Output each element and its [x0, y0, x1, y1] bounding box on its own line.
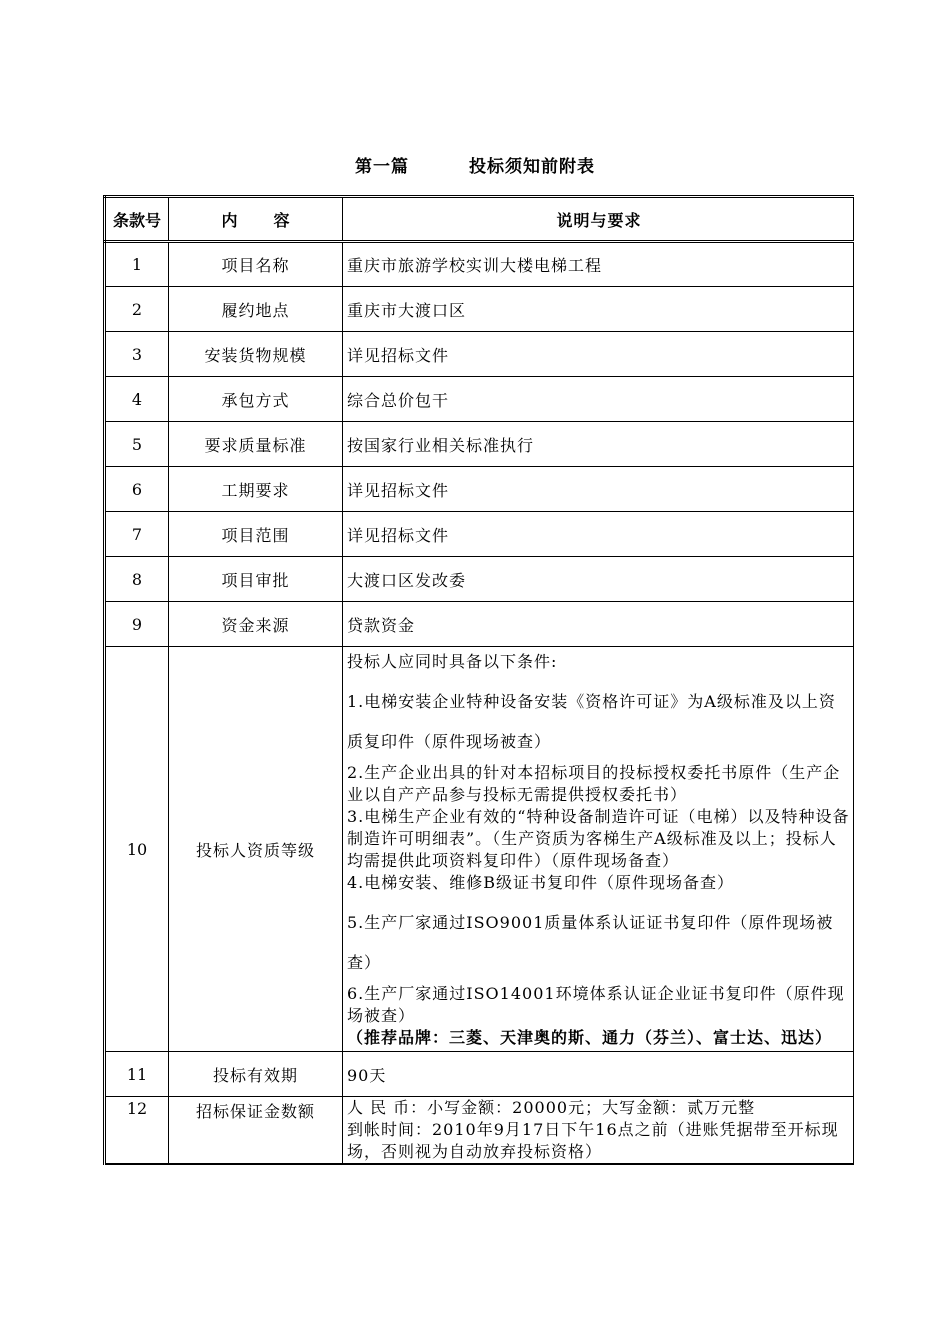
header-requirements: 说明与要求 [343, 197, 854, 242]
table-row: 3 安装货物规模 详见招标文件 [105, 332, 854, 377]
table-row: 6 工期要求 详见招标文件 [105, 467, 854, 512]
table-row-qualification: 10 投标人资质等级 投标人应同时具备以下条件: 1.电梯安装企业特种设备安装《资格许可证》为A级标准及以上资质复印件（原件现场被查） 2.生产企业出具的针对本招标项目的投标授权委托书原件（生产企业以自产产品参与投标无需提供授权委托书） 3.电梯生产企业有效的“特种设备制造许可证（电梯）以及特种设备制造许可明细表”。（生产资质为客梯生产A级标准及以上；投标人均需提供此项资料复印件）（原件现场备查） 4.电梯安装、维修B级证书复印件（原件现场备查） 5.生产厂家通过ISO9001质量体系认证证书复印件（原件现场被查） 6.生产厂家通过ISO14001环境体系认证企业证书复印件（原件现场被查） （推荐品牌：三菱、天津奥的斯、通力（芬兰）、富士达、迅达） [105, 647, 854, 1052]
table-row: 2 履约地点 重庆市大渡口区 [105, 287, 854, 332]
deposit-deadline: 到帐时间：2010年9月17日下午16点之前（进账凭据带至开标现场，否则视为自动放弃投标资格） [347, 1120, 839, 1161]
qualification-item-5: 5.生产厂家通过ISO9001质量体系认证证书复印件（原件现场被查） [347, 913, 834, 972]
table-header-row [105, 197, 854, 242]
bid-instructions-table [103, 195, 854, 1165]
qualification-intro: 投标人应同时具备以下条件: [347, 652, 558, 671]
table-row: 8 项目审批 大渡口区发改委 [105, 557, 854, 602]
deposit-details [343, 1097, 854, 1165]
qualification-item-1: 1.电梯安装企业特种设备安装《资格许可证》为A级标准及以上资质复印件（原件现场被查） [347, 692, 836, 751]
table-row: 7 项目范围 详见招标文件 [105, 512, 854, 557]
table-row: 11 投标有效期 90天 [105, 1052, 854, 1097]
header-content: 内 容 [169, 197, 343, 242]
qualification-item-6: 6.生产厂家通过ISO14001环境体系认证企业证书复印件（原件现场被查） [347, 984, 845, 1025]
table-row-deposit: 12 招标保证金数额 人 民 币：小写金额：20000元；大写金额：贰万元整 到帐时间：2010年9月17日下午16点之前（进账凭据带至开标现场，否则视为自动放弃投标资格） [105, 1097, 854, 1165]
table-row: 1 项目名称 重庆市旅游学校实训大楼电梯工程 [105, 242, 854, 287]
title-part-chapter: 第一篇 [355, 157, 409, 177]
qualification-item-2: 2.生产企业出具的针对本招标项目的投标授权委托书原件（生产企业以自产产品参与投标无需提供授权委托书） [347, 763, 841, 804]
page-title [0, 152, 950, 177]
table-row: 9 资金来源 贷款资金 [105, 602, 854, 647]
qualification-requirements [343, 647, 854, 1052]
qualification-item-3: 3.电梯生产企业有效的“特种设备制造许可证（电梯）以及特种设备制造许可明细表”。（生产资质为客梯生产A级标准及以上；投标人均需提供此项资料复印件）（原件现场备查） [347, 807, 850, 870]
title-part-name: 投标须知前附表 [469, 157, 595, 177]
header-clause-no: 条款号 [105, 197, 169, 242]
qualification-item-4: 4.电梯安装、维修B级证书复印件（原件现场备查） [347, 873, 735, 892]
table-row: 4 承包方式 综合总价包干 [105, 377, 854, 422]
deposit-amount: 人 民 币：小写金额：20000元；大写金额：贰万元整 [347, 1098, 756, 1117]
recommended-brands: （推荐品牌：三菱、天津奥的斯、通力（芬兰）、富士达、迅达） [347, 1028, 833, 1047]
table-row: 5 要求质量标准 按国家行业相关标准执行 [105, 422, 854, 467]
